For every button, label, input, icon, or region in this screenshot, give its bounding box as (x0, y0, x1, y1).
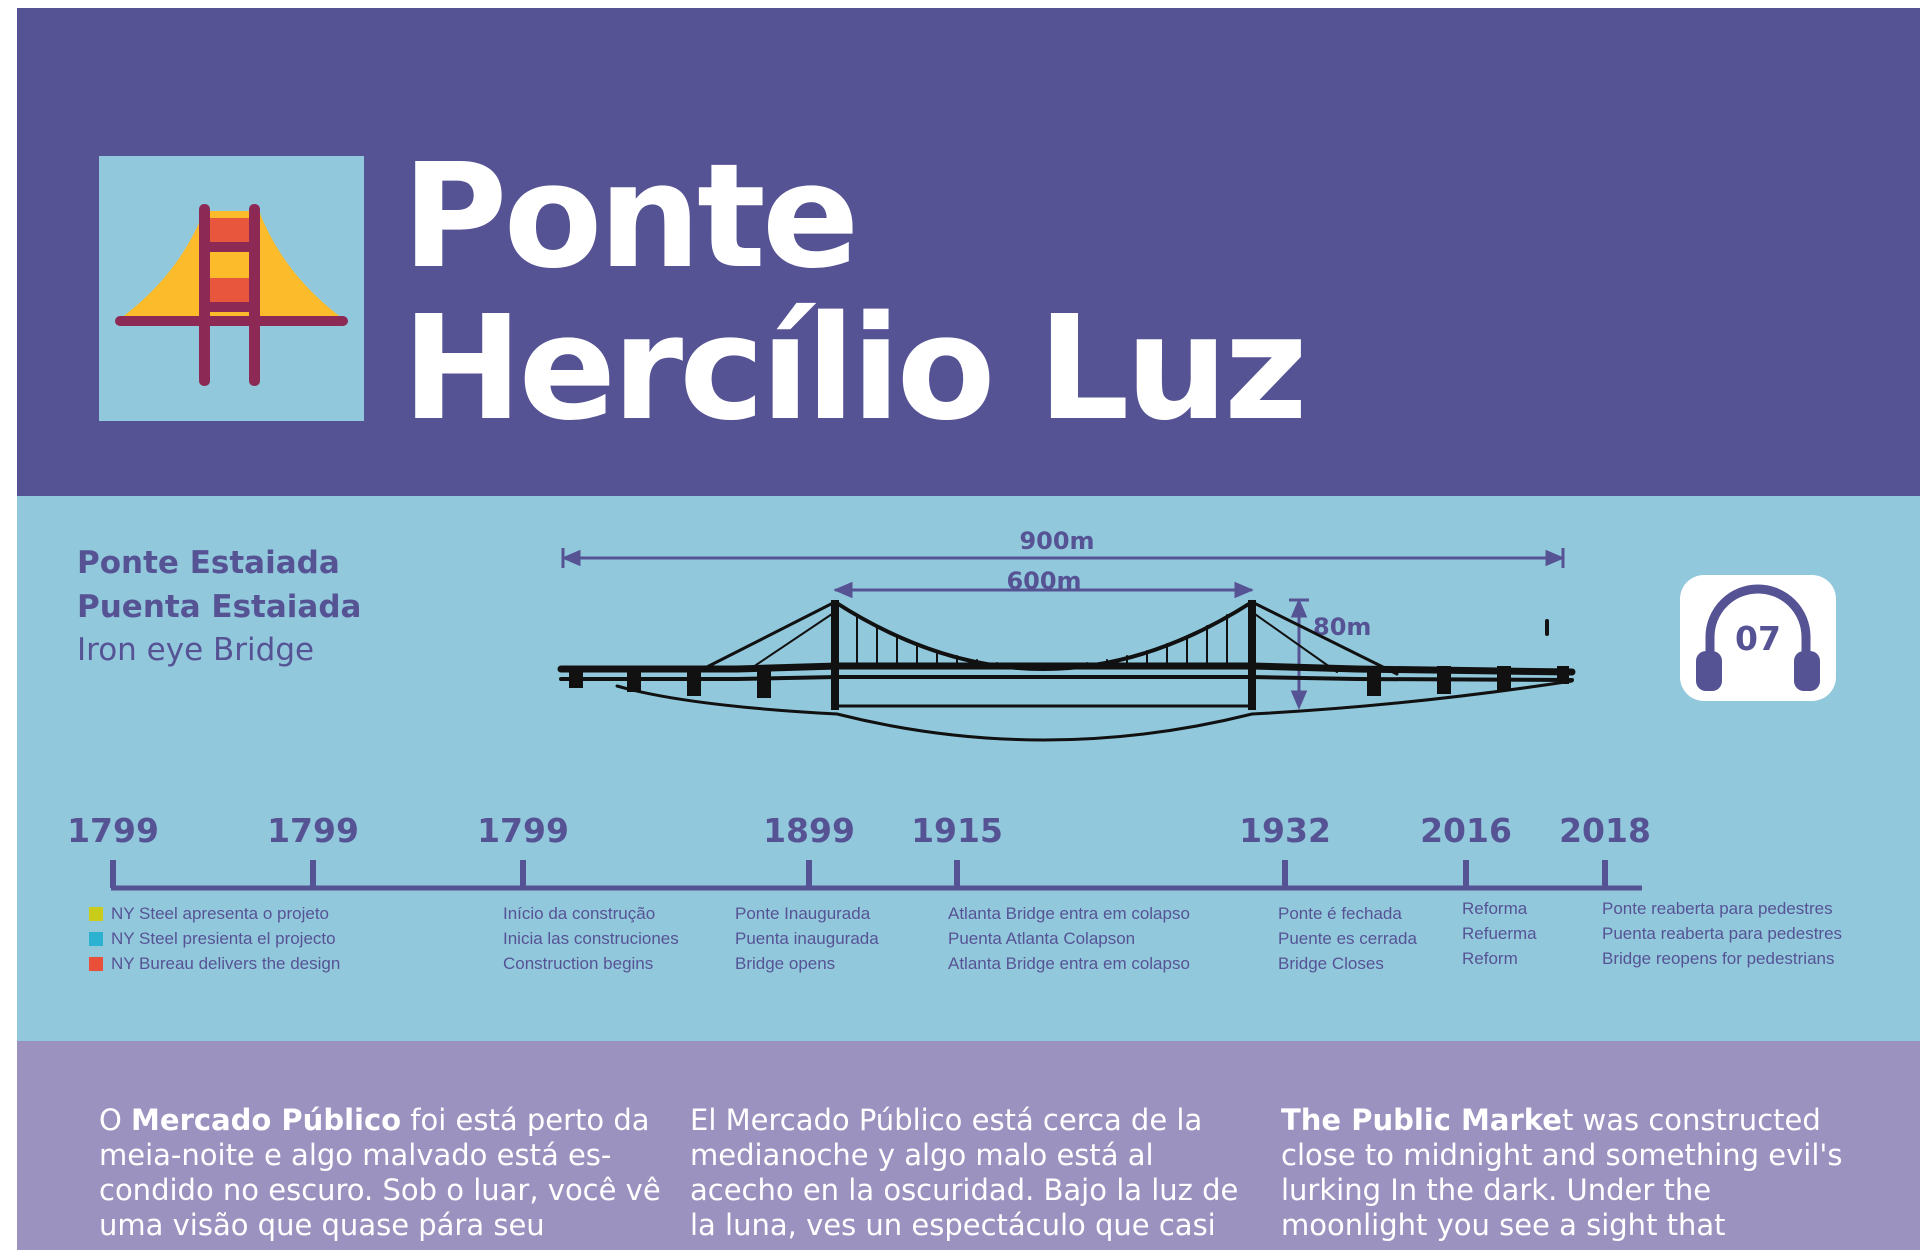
event-line: Bridge opens (735, 954, 836, 973)
bridge-name-pt: Ponte Estaiada (77, 545, 340, 581)
bridge-logo (99, 156, 364, 421)
event-1799-design (89, 901, 340, 976)
event-line: Puente es cerrada (1278, 929, 1417, 948)
logo-tower-right (249, 204, 260, 386)
bridge-name-es: Puenta Estaiada (77, 589, 362, 625)
event-line: Ponte reaberta para pedestres (1602, 899, 1833, 918)
event-line: Refuerma (1462, 924, 1537, 943)
timeline-year: 1899 (763, 811, 855, 850)
event-line: NY Bureau delivers the design (111, 954, 341, 973)
event-line: Atlanta Bridge entra em colapso (948, 904, 1190, 923)
description-pt (99, 1103, 674, 1243)
timeline-section (17, 496, 1920, 1041)
description-en (1281, 1103, 1856, 1243)
event-line: NY Steel presienta el projecto (111, 929, 336, 948)
event-line: Reforma (1462, 899, 1528, 918)
timeline-year: 1799 (267, 811, 359, 850)
timeline-year: 1915 (911, 811, 1003, 850)
description-pt-bold: Mercado Público (131, 1103, 402, 1137)
swatch-es (89, 932, 103, 946)
event-line: Início da construção (503, 904, 656, 923)
page-title-line-2: Hercílio Luz (402, 284, 1304, 452)
event-2016-reform (1462, 896, 1537, 971)
bridge-name-en: Iron eye Bridge (77, 632, 315, 668)
event-1799-construction (503, 901, 679, 976)
description-section (17, 1041, 1920, 1250)
logo-crossbar-top (199, 242, 260, 252)
page-title-line-1: Ponte (402, 132, 856, 300)
description-pt-before: O (99, 1103, 132, 1137)
event-line: Construction begins (503, 954, 654, 973)
description-en-bold: The Public Marke (1281, 1103, 1562, 1137)
logo-deck (115, 316, 348, 326)
logo-tower-left (199, 204, 210, 386)
event-line: Bridge Closes (1278, 954, 1384, 973)
timeline-year: 1932 (1239, 811, 1331, 850)
event-line: Inicia las construciones (503, 929, 679, 948)
logo-cable-left (117, 211, 204, 321)
description-es-after: El Mercado Público está cerca de la medianoche y algo malo está al acecho en la oscuridad. Bajo la luz de la luna, ves un espectáculo que casi (690, 1103, 1239, 1242)
description-pt-after: foi está perto da meia-noite e algo malvado está es-condido no escuro. Sob o luar, você vê uma visão que quase pára seu (99, 1103, 661, 1242)
event-1899-opens (735, 901, 879, 976)
timeline-year: 2016 (1420, 811, 1512, 850)
swatch-pt (89, 907, 103, 921)
event-line: Ponte é fechada (1278, 904, 1402, 923)
audio-track-number: 07 (1735, 619, 1781, 658)
event-line: Puenta reaberta para pedestres (1602, 924, 1843, 943)
event-line: Atlanta Bridge entra em colapso (948, 954, 1190, 973)
header-banner (17, 8, 1920, 496)
logo-crossbar-mid (199, 302, 260, 312)
total-length-label: 900m (1019, 527, 1095, 555)
event-1915-collapse (948, 901, 1190, 976)
event-line: Puenta Atlanta Colapson (948, 929, 1136, 948)
description-en-after: t was constructed close to midnight and something evil's lurking In the dark. Under the moonlight you see a sight that (1281, 1103, 1843, 1242)
logo-cable-right (259, 211, 346, 321)
timeline-year: 2018 (1559, 811, 1651, 850)
event-1932-closes (1278, 901, 1417, 976)
event-line: NY Steel apresenta o projeto (111, 904, 329, 923)
timeline-year: 1799 (67, 811, 159, 850)
event-line: Ponte Inaugurada (735, 904, 871, 923)
suspension-bridge-icon (99, 156, 364, 421)
swatch-en (89, 957, 103, 971)
event-2018-reopens (1602, 896, 1842, 971)
event-line: Bridge reopens for pedestrians (1602, 949, 1835, 968)
description-es (690, 1103, 1265, 1243)
tower-height-label: 80m (1313, 613, 1372, 641)
timeline-year: 1799 (477, 811, 569, 850)
event-line: Puenta inaugurada (735, 929, 879, 948)
main-span-label: 600m (1006, 567, 1082, 595)
event-line: Reform (1462, 949, 1518, 968)
